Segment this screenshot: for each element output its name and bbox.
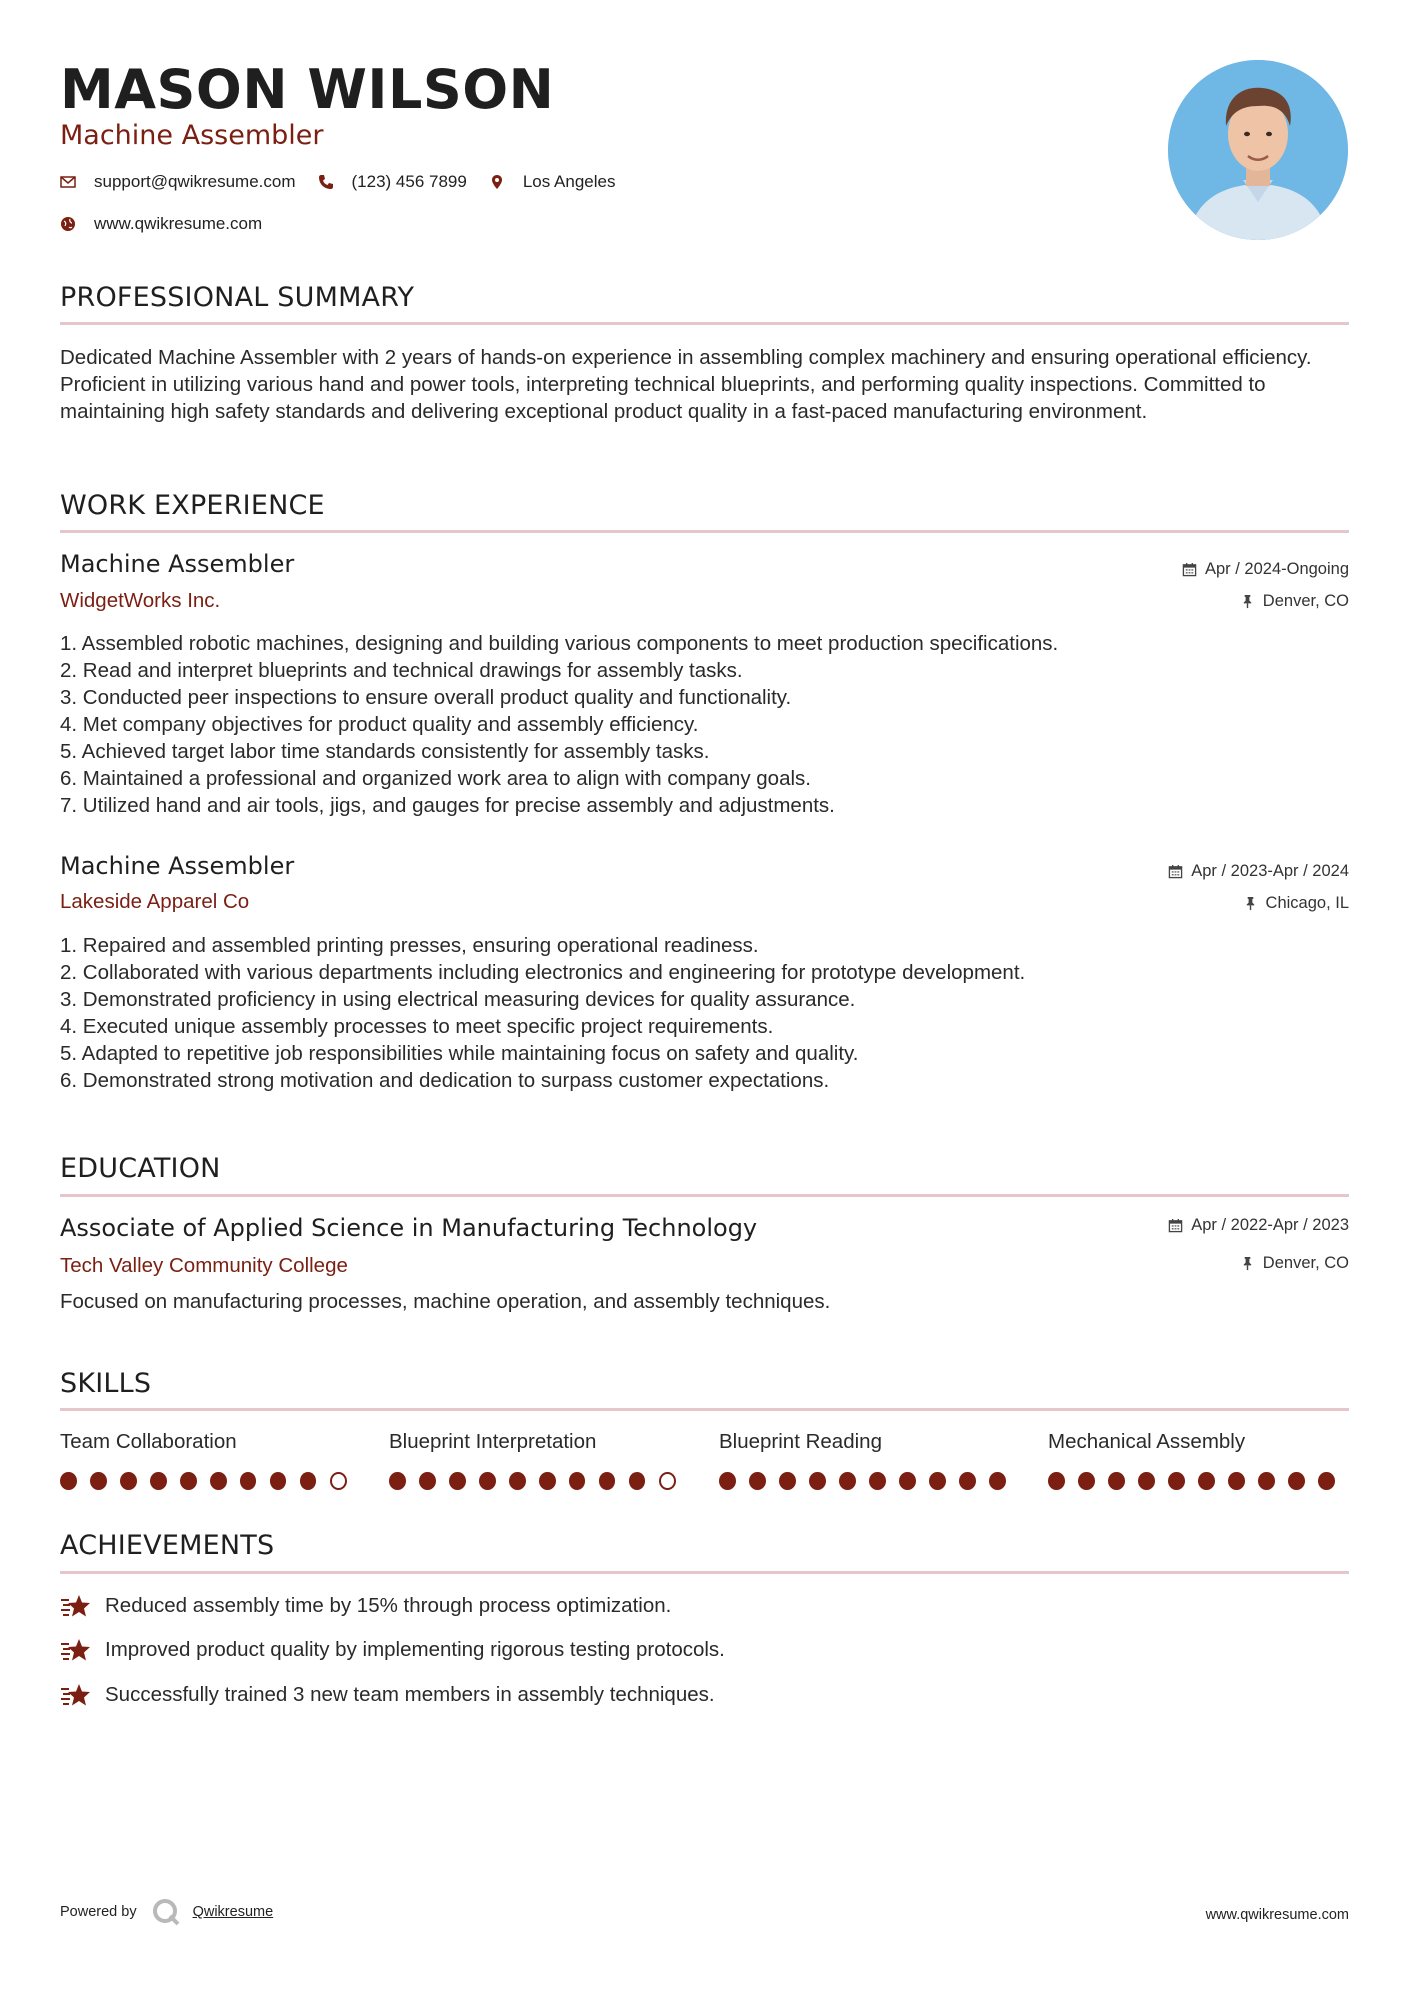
globe-icon xyxy=(60,216,76,232)
website-text: www.qwikresume.com xyxy=(94,214,263,233)
candidate-name: MASON WILSON xyxy=(60,58,555,121)
section-title-experience: WORK EXPERIENCE xyxy=(60,490,325,521)
job-company: WidgetWorks Inc. xyxy=(60,589,221,612)
rating-dot-filled xyxy=(419,1472,436,1490)
education-location-text: Denver, CO xyxy=(1262,1254,1349,1272)
rating-dot-filled xyxy=(1138,1472,1155,1490)
star-icon xyxy=(60,1637,92,1663)
education-degree: Associate of Applied Science in Manufacturing Technology xyxy=(60,1214,758,1242)
rating-dot-empty xyxy=(659,1472,676,1490)
section-divider xyxy=(60,1194,1349,1197)
rating-dot-filled xyxy=(479,1472,496,1490)
section-divider xyxy=(60,1571,1349,1574)
pushpin-icon xyxy=(1240,594,1255,609)
rating-dot-filled xyxy=(749,1472,766,1490)
email-text: support@qwikresume.com xyxy=(94,172,296,191)
calendar-icon xyxy=(1168,1218,1183,1233)
rating-dot-filled xyxy=(809,1472,826,1490)
rating-dot-filled xyxy=(1048,1472,1065,1490)
calendar-icon xyxy=(1168,864,1183,879)
section-divider xyxy=(60,322,1349,325)
rating-dot-filled xyxy=(210,1472,227,1490)
list-item: 3. Demonstrated proficiency in using electrical measuring devices for quality assurance. xyxy=(60,988,856,1011)
skill-name: Mechanical Assembly xyxy=(1048,1430,1246,1453)
avatar xyxy=(1168,60,1348,240)
website-row xyxy=(60,214,284,234)
skill-item xyxy=(60,1430,360,1490)
skill-name: Blueprint Interpretation xyxy=(389,1430,597,1453)
footer-website[interactable]: www.qwikresume.com xyxy=(1205,1907,1349,1923)
job-dates-text: Apr / 2024-Ongoing xyxy=(1204,560,1349,578)
star-icon xyxy=(60,1593,92,1619)
rating-dot-filled xyxy=(509,1472,526,1490)
skill-item xyxy=(719,1430,1019,1490)
qwikresume-logo-icon xyxy=(151,1897,181,1927)
list-item: 5. Adapted to repetitive job responsibilities while maintaining focus on safety and quality. xyxy=(60,1042,859,1065)
job-bullets xyxy=(60,630,1058,819)
envelope-icon xyxy=(60,174,76,190)
rating-dot-filled xyxy=(1168,1472,1185,1490)
brand-link[interactable]: Qwikresume xyxy=(192,1904,274,1920)
skill-name: Blueprint Reading xyxy=(719,1430,882,1453)
list-item: 3. Conducted peer inspections to ensure overall product quality and functionality. xyxy=(60,686,792,709)
job-title: Machine Assembler xyxy=(60,550,295,578)
rating-dot-filled xyxy=(779,1472,796,1490)
skill-rating xyxy=(389,1472,689,1490)
job-location-text: Denver, CO xyxy=(1262,592,1349,610)
skill-name: Team Collaboration xyxy=(60,1430,237,1453)
rating-dot-filled xyxy=(1318,1472,1335,1490)
list-item: 6. Demonstrated strong motivation and dedication to surpass customer expectations. xyxy=(60,1069,830,1092)
education-dates-text: Apr / 2022-Apr / 2023 xyxy=(1191,1216,1349,1234)
rating-dot-filled xyxy=(449,1472,466,1490)
rating-dot-filled xyxy=(180,1472,197,1490)
location-text: Los Angeles xyxy=(522,172,616,191)
list-item: 6. Maintained a professional and organized work area to align with company goals. xyxy=(60,767,811,790)
list-item: 1. Assembled robotic machines, designing and building various components to meet production specifications. xyxy=(60,632,1059,655)
section-title-education: EDUCATION xyxy=(60,1153,221,1184)
achievement-text: Reduced assembly time by 15% through process optimization. xyxy=(105,1594,672,1617)
achievement-item xyxy=(60,1682,715,1708)
footer-powered-by xyxy=(60,1897,273,1927)
skill-rating xyxy=(719,1472,1019,1490)
education-description: Focused on manufacturing processes, machine operation, and assembly techniques. xyxy=(60,1290,831,1313)
job-bullets xyxy=(60,932,1025,1094)
skill-item xyxy=(1048,1430,1348,1490)
section-divider xyxy=(60,1408,1349,1411)
rating-dot-filled xyxy=(959,1472,976,1490)
achievement-item xyxy=(60,1593,671,1619)
list-item: 1. Repaired and assembled printing presses, ensuring operational readiness. xyxy=(60,934,759,957)
candidate-role: Machine Assembler xyxy=(60,120,324,151)
rating-dot-filled xyxy=(899,1472,916,1490)
job-dates xyxy=(1182,560,1349,579)
achievement-text: Successfully trained 3 new team members in assembly techniques. xyxy=(105,1683,715,1706)
rating-dot-filled xyxy=(120,1472,137,1490)
rating-dot-filled xyxy=(839,1472,856,1490)
job-location-text: Chicago, IL xyxy=(1265,894,1349,912)
calendar-icon xyxy=(1182,562,1197,577)
list-item: 2. Collaborated with various departments including electronics and engineering for prototype development. xyxy=(60,961,1026,984)
powered-by-label: Powered by xyxy=(60,1904,137,1920)
skill-rating xyxy=(60,1472,360,1490)
profile-photo xyxy=(1168,60,1348,240)
list-item: 2. Read and interpret blueprints and technical drawings for assembly tasks. xyxy=(60,659,743,682)
website-item[interactable] xyxy=(60,214,262,234)
list-item: 4. Met company objectives for product quality and assembly efficiency. xyxy=(60,713,699,736)
rating-dot-filled xyxy=(1288,1472,1305,1490)
rating-dot-filled xyxy=(270,1472,287,1490)
skill-rating xyxy=(1048,1472,1348,1490)
job-dates-text: Apr / 2023-Apr / 2024 xyxy=(1191,862,1349,880)
map-pin-icon xyxy=(489,174,505,190)
rating-dot-filled xyxy=(300,1472,317,1490)
list-item: 4. Executed unique assembly processes to meet specific project requirements. xyxy=(60,1015,774,1038)
skill-item xyxy=(389,1430,689,1490)
rating-dot-filled xyxy=(150,1472,167,1490)
phone-item[interactable] xyxy=(318,172,467,192)
rating-dot-filled xyxy=(989,1472,1006,1490)
section-title-summary: PROFESSIONAL SUMMARY xyxy=(60,282,415,313)
rating-dot-filled xyxy=(599,1472,616,1490)
section-divider xyxy=(60,530,1349,533)
rating-dot-filled xyxy=(90,1472,107,1490)
education-location xyxy=(1240,1254,1349,1273)
rating-dot-filled xyxy=(869,1472,886,1490)
job-title: Machine Assembler xyxy=(60,852,295,880)
email-item[interactable] xyxy=(60,172,296,192)
phone-text: (123) 456 7899 xyxy=(351,172,467,191)
rating-dot-filled xyxy=(1198,1472,1215,1490)
rating-dot-filled xyxy=(60,1472,77,1490)
rating-dot-filled xyxy=(240,1472,257,1490)
job-dates xyxy=(1168,862,1349,881)
rating-dot-empty xyxy=(330,1472,347,1490)
rating-dot-filled xyxy=(1228,1472,1245,1490)
education-school: Tech Valley Community College xyxy=(60,1254,348,1277)
job-location xyxy=(1240,592,1349,611)
rating-dot-filled xyxy=(1108,1472,1125,1490)
rating-dot-filled xyxy=(719,1472,736,1490)
phone-icon xyxy=(318,174,334,190)
job-location xyxy=(1243,894,1349,913)
pushpin-icon xyxy=(1243,896,1258,911)
section-title-achievements: ACHIEVEMENTS xyxy=(60,1530,275,1561)
rating-dot-filled xyxy=(1078,1472,1095,1490)
star-icon xyxy=(60,1682,92,1708)
summary-text: Dedicated Machine Assembler with 2 years of hands-on experience in assembling complex machinery and ensuring operational efficiency. Proficient in utilizing various hand and power tools, interpreting technical blueprints, and performing quality inspections. Committed to maintaining high safety standards and delivering exceptional product quality in a fast-paced manufacturing environment. xyxy=(60,346,1312,423)
achievement-text: Improved product quality by implementing rigorous testing protocols. xyxy=(105,1638,725,1661)
rating-dot-filled xyxy=(539,1472,556,1490)
achievement-item xyxy=(60,1637,725,1663)
contact-row xyxy=(60,172,637,192)
rating-dot-filled xyxy=(929,1472,946,1490)
section-title-skills: SKILLS xyxy=(60,1368,152,1399)
rating-dot-filled xyxy=(389,1472,406,1490)
location-item xyxy=(489,172,616,192)
rating-dot-filled xyxy=(629,1472,646,1490)
list-item: 7. Utilized hand and air tools, jigs, and gauges for precise assembly and adjustments. xyxy=(60,794,835,817)
rating-dot-filled xyxy=(1258,1472,1275,1490)
job-company: Lakeside Apparel Co xyxy=(60,890,250,913)
education-dates xyxy=(1168,1216,1349,1235)
rating-dot-filled xyxy=(569,1472,586,1490)
list-item: 5. Achieved target labor time standards consistently for assembly tasks. xyxy=(60,740,710,763)
pushpin-icon xyxy=(1240,1256,1255,1271)
